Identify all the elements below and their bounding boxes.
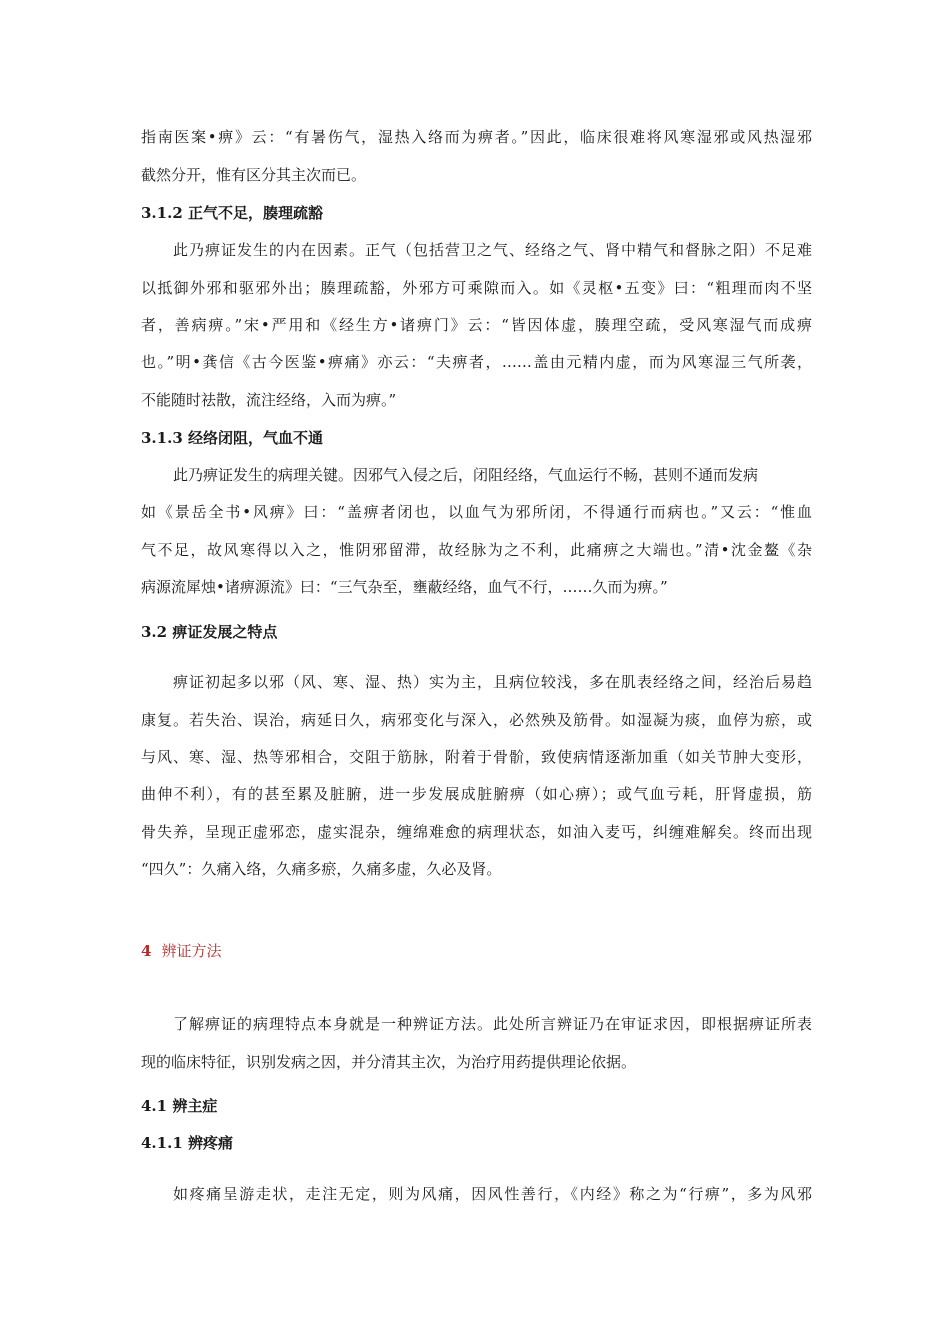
paragraph-line: “四久”：久痛入络，久痛多瘀，久痛多虚，久必及肾。 bbox=[141, 860, 502, 878]
paragraph-line: 指南医案•痹》云：“有暑伤气，湿热入络而为痹者。”因此，临床很难将风寒湿邪或风热湿邪 bbox=[141, 128, 812, 146]
section-heading-4-1: 4.1 辨主症 bbox=[141, 1097, 218, 1115]
paragraph-line: 也。”明•龚信《古今医鉴•痹痛》亦云：“夫痹者，……盖由元精内虚，而为风寒湿三气所袭， bbox=[141, 353, 812, 371]
paragraph-line: 此乃痹证发生的内在因素。正气（包括营卫之气、经络之气、肾中精气和督脉之阳）不足难 bbox=[173, 241, 812, 259]
section-title: 辨证方法 bbox=[161, 942, 222, 960]
paragraph-line: 了解痹证的病理特点本身就是一种辨证方法。此处所言辨证乃在审证求因，即根据痹证所表 bbox=[173, 1015, 812, 1033]
paragraph-line: 曲伸不利），有的甚至累及脏腑，进一步发展成脏腑痹（如心痹）；或气血亏耗，肝肾虚损，筋 bbox=[141, 785, 812, 803]
section-heading-4 bbox=[141, 941, 221, 961]
paragraph-line: 骨失养，呈现正虚邪恋，虚实混杂，缠绵难愈的病理状态，如油入麦丐，纠缠难解矣。终而出现 bbox=[141, 823, 812, 841]
paragraph-line: 以抵御外邪和驱邪外出；腠理疏豁，外邪方可乘隙而入。如《灵枢•五变》曰：“粗理而肉不坚 bbox=[141, 279, 812, 297]
paragraph-line: 与风、寒、湿、热等邪相合，交阻于筋脉，附着于骨骱，致使病情逐渐加重（如关节肿大变形， bbox=[141, 748, 812, 766]
paragraph-line: 气不足，故风寒得以入之，惟阴邪留滞，故经脉为之不利，此痛痹之大端也。”清•沈金鳌《杂 bbox=[141, 541, 812, 559]
paragraph-line: 此乃痹证发生的病理关键。因邪气入侵之后，闭阻经络，气血运行不畅，甚则不通而发病 bbox=[173, 466, 759, 484]
paragraph-line: 如《景岳全书•风痹》曰：“盖痹者闭也，以血气为邪所闭，不得通行而病也。”又云：“惟血 bbox=[141, 503, 812, 521]
paragraph-line: 者，善病痹。”宋•严用和《经生方•诸痹门》云：“皆因体虚，腠理空疏，受风寒湿气而成痹 bbox=[141, 316, 812, 334]
section-heading-4-1-1: 4.1.1 辨疼痛 bbox=[141, 1134, 233, 1152]
paragraph-line: 康复。若失治、误治，病延日久，病邪变化与深入，必然殃及筋骨。如湿凝为痰，血停为瘀，或 bbox=[141, 711, 812, 729]
section-heading-3-1-3: 3.1.3 经络闭阻，气血不通 bbox=[141, 429, 323, 447]
paragraph-line: 截然分开，惟有区分其主次而已。 bbox=[141, 166, 367, 184]
section-number: 4 bbox=[141, 942, 152, 960]
paragraph-line: 不能随时祛散，流注经络，入而为痹。” bbox=[141, 391, 397, 409]
paragraph-line: 病源流犀烛•诸痹源流》曰：“三气杂至，壅蔽经络，血气不行，……久而为痹。” bbox=[141, 578, 668, 596]
paragraph-line: 痹证初起多以邪（风、寒、湿、热）实为主，且病位较浅，多在肌表经络之间，经治后易趋 bbox=[173, 673, 812, 691]
section-heading-3-2: 3.2 痹证发展之特点 bbox=[141, 623, 278, 641]
paragraph-line: 现的临床特征，识别发病之因，并分清其主次，为治疗用药提供理论依据。 bbox=[141, 1053, 637, 1071]
section-heading-3-1-2: 3.1.2 正气不足，腠理疏豁 bbox=[141, 204, 323, 222]
paragraph-line: 如疼痛呈游走状，走注无定，则为风痛，因风性善行，《内经》称之为“行痹”，多为风邪 bbox=[173, 1185, 812, 1203]
